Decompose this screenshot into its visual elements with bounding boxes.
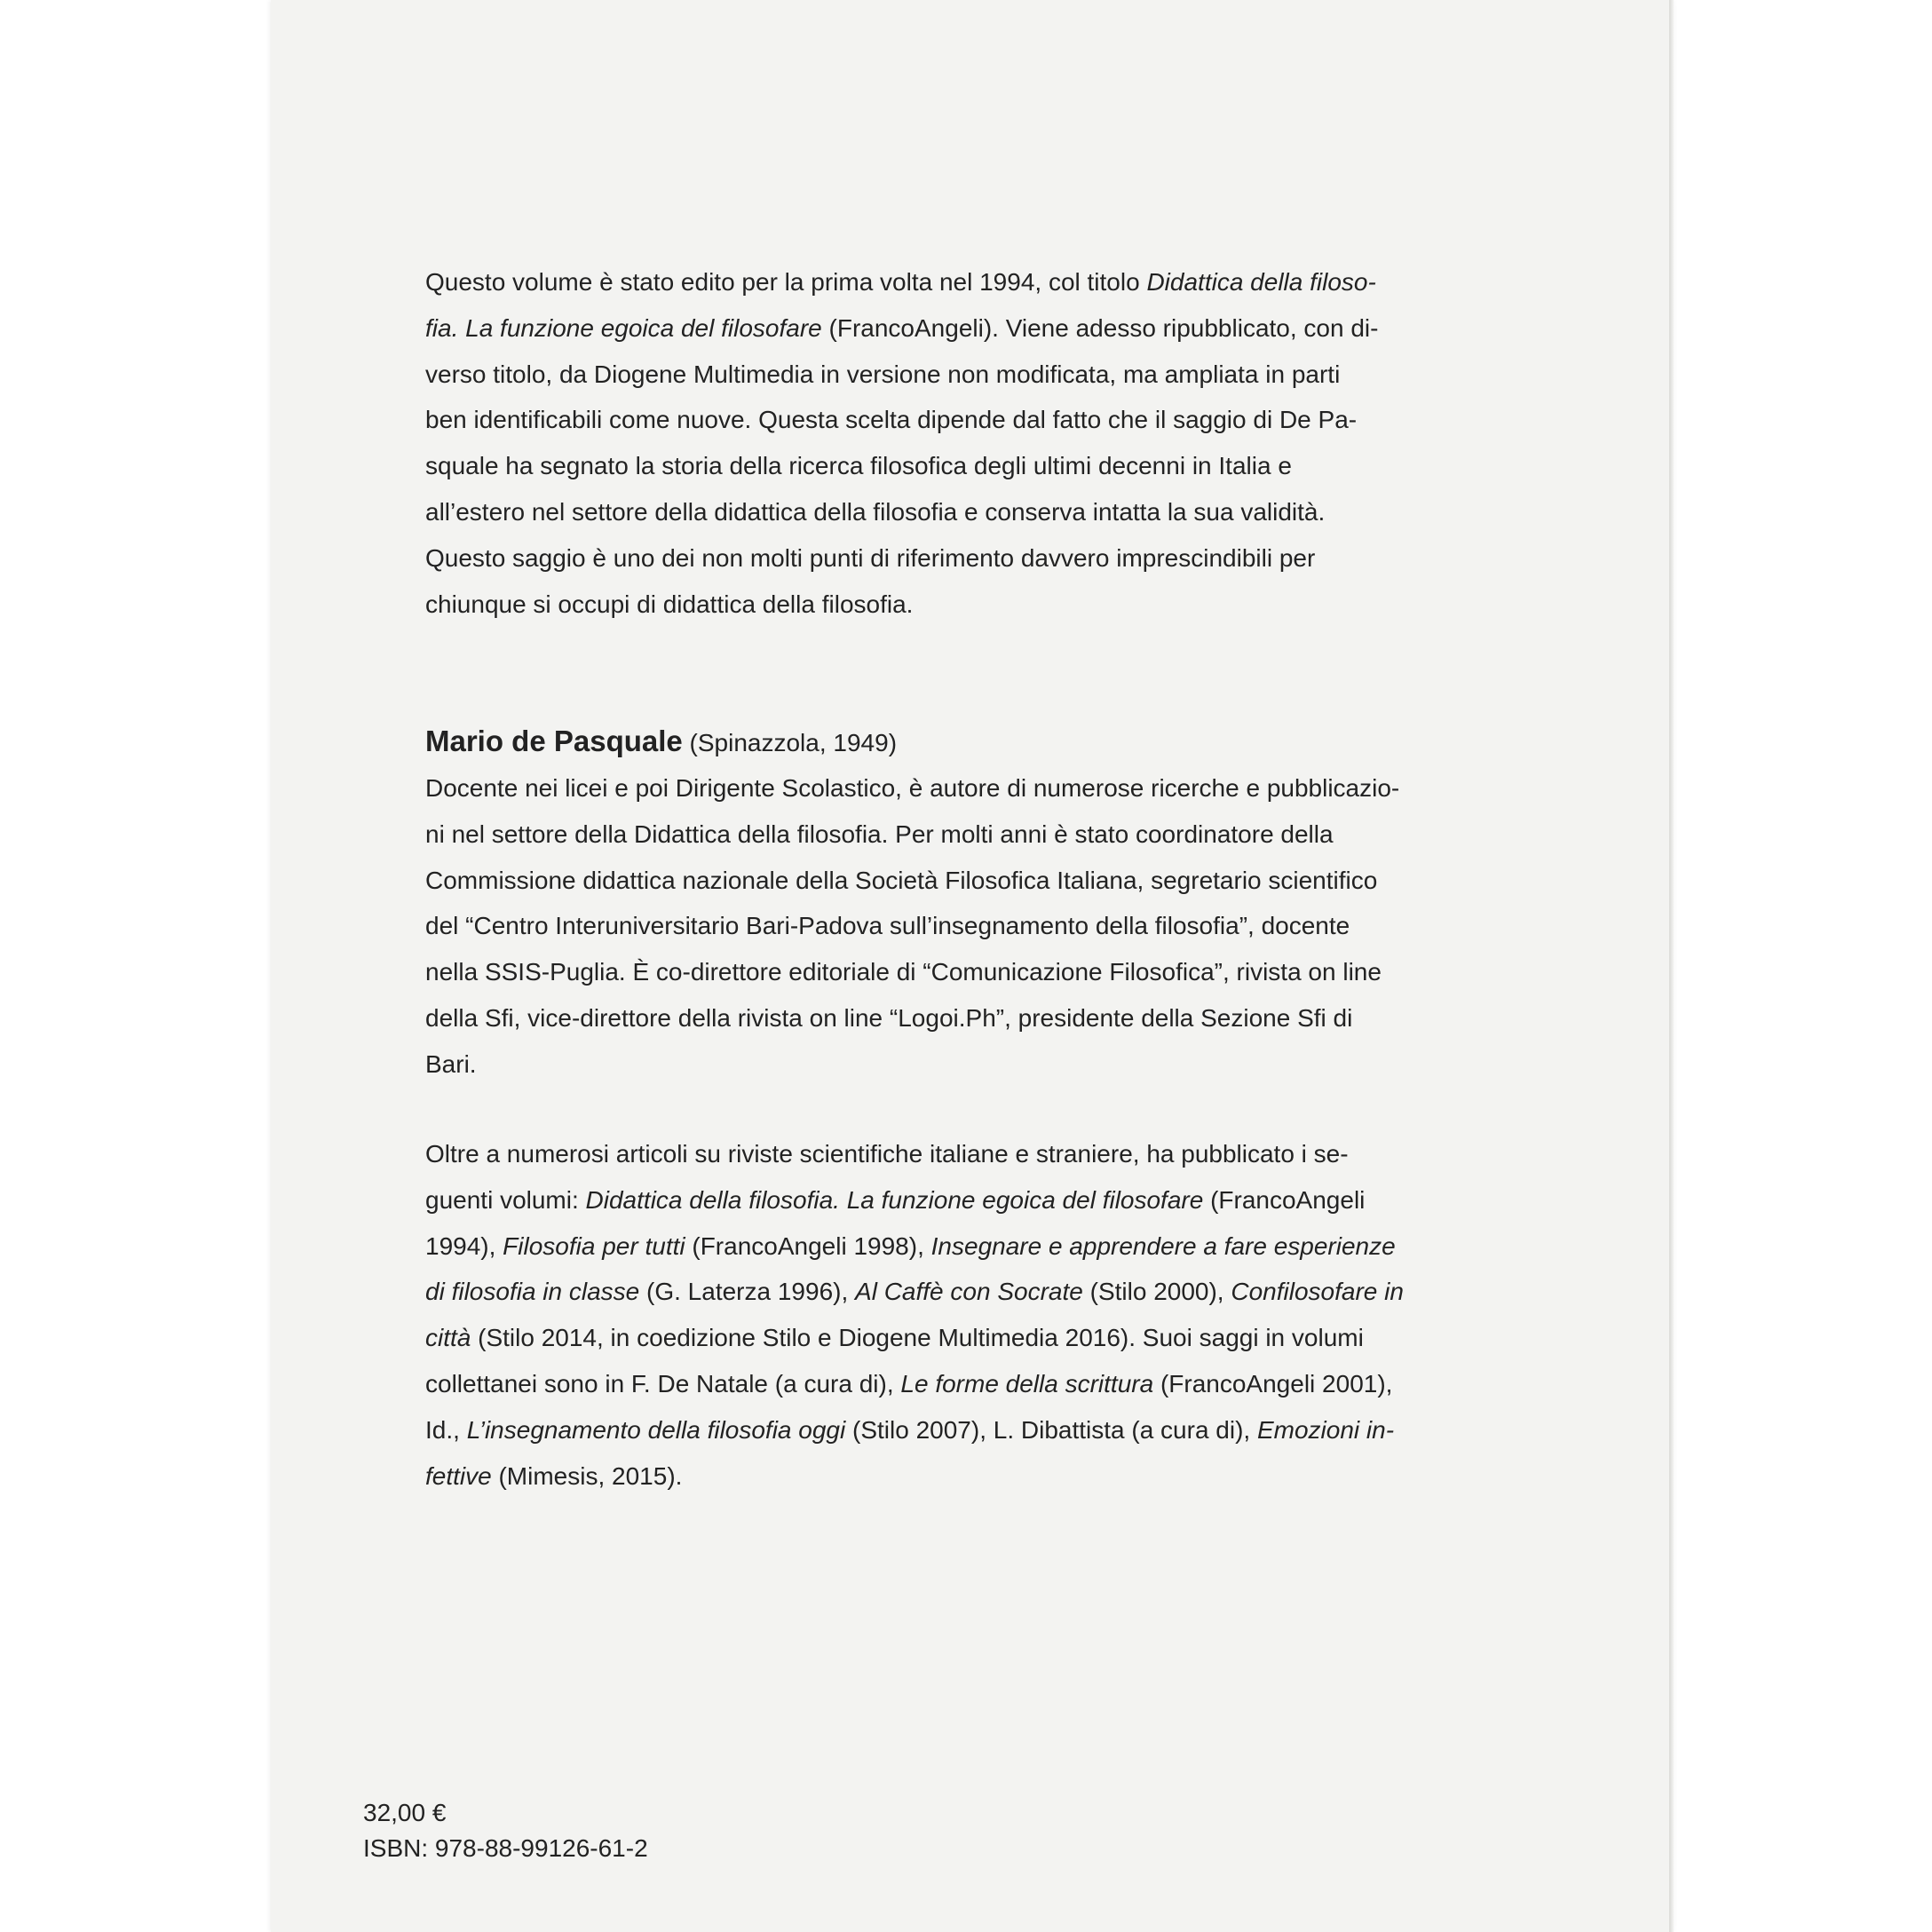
work-title: Confilosofare in città bbox=[425, 1278, 1404, 1352]
work-title: L’insegnamento della filosofia oggi bbox=[466, 1415, 846, 1444]
work-title: Le forme della scrittura bbox=[900, 1369, 1154, 1398]
works-paragraph bbox=[425, 1131, 1517, 1499]
works-text: (FrancoAngeli 1994), bbox=[425, 1185, 1366, 1260]
blurb-text: verso titolo, da Diogene Multimedia in versione non modificata, ma ampliata in parti bbox=[425, 360, 1341, 388]
work-title: Emozioni in- fettive bbox=[425, 1415, 1395, 1490]
author-bio: Docente nei licei e poi Dirigente Scolastico, è autore di numerose ricerche e pubblicazio- ni nel settore della Didattica della filosofia. Per molti anni è stato coordinatore della Commissione didattica nazionale della Società Filosofica Italiana, segretario scientifico del “Centro Interuniversitario Bari-Padova sull’insegnamento della filosofia”, docente nella SSIS-Puglia. È co-direttore editoriale di “Comunicazione Filosofica”, rivista on line della Sfi, vice-direttore della rivista on line “Logoi.Ph”, presidente della Sezione Sfi di Bari. bbox=[425, 774, 1400, 1078]
work-title: Al Caffè con Socrate bbox=[855, 1278, 1083, 1306]
price: 32,00 € bbox=[363, 1799, 447, 1826]
author-dates: (Spinazzola, 1949) bbox=[689, 729, 898, 756]
works-text: (Stilo 2000), bbox=[1082, 1278, 1231, 1306]
works-text: (Mimesis, 2015). bbox=[491, 1461, 683, 1490]
author-name: Mario de Pasquale bbox=[425, 724, 683, 757]
blurb-text: (FrancoAngeli). Viene adesso ripubblicato, con di- bbox=[821, 313, 1379, 342]
price-isbn-block bbox=[363, 1795, 648, 1866]
works-text: (FrancoAngeli 2001), Id., bbox=[425, 1369, 1393, 1444]
author-section bbox=[425, 717, 1517, 1088]
blurb-text: squale ha segnato la storia della ricerca filosofica degli ultimi decenni in Italia e bbox=[425, 452, 1292, 480]
blurb-text: chiunque si occupi di didattica della filosofia. bbox=[425, 590, 914, 618]
works-text: (Stilo 2014, in coedizione Stilo e Diogene Multimedia 2016). Suoi saggi in volumi collettanei sono in F. De Natale (a cura di), bbox=[425, 1324, 1364, 1398]
works-text: (G. Laterza 1996), bbox=[639, 1278, 856, 1306]
cover-edge bbox=[1669, 0, 1674, 1932]
blurb-text: ben identificabili come nuove. Questa scelta dipende dal fatto che il saggio di De Pa- bbox=[425, 406, 1358, 434]
blurb-text: Questo saggio è uno dei non molti punti di riferimento davvero imprescindibili per bbox=[425, 543, 1316, 572]
work-title: Insegnare e apprendere a fare esperienze di filosofia in classe bbox=[425, 1231, 1396, 1306]
blurb-title-italic: Didattica della filoso- bbox=[1146, 268, 1376, 296]
work-title: Didattica della filosofia. La funzione egoica del filosofare bbox=[585, 1185, 1204, 1214]
blurb-text: all’estero nel settore della didattica della filosofia e conserva intatta la sua validità. bbox=[425, 497, 1326, 526]
author-heading bbox=[425, 717, 1517, 767]
author-works bbox=[425, 1131, 1517, 1499]
blurb-paragraph bbox=[425, 259, 1517, 627]
isbn: ISBN: 978-88-99126-61-2 bbox=[363, 1834, 648, 1862]
blurb-subtitle-italic: fia. La funzione egoica del filosofare bbox=[425, 313, 822, 342]
works-text: (Stilo 2007), L. Dibattista (a cura di), bbox=[845, 1415, 1257, 1444]
works-text: Oltre a numerosi articoli su riviste scientifiche italiane e straniere, ha pubblicato i se- guenti volumi: bbox=[425, 1140, 1349, 1214]
work-title: Filosofia per tutti bbox=[503, 1231, 685, 1260]
blurb-text: Questo volume è stato edito per la prima volta nel 1994, col titolo bbox=[425, 268, 1147, 296]
publisher-blurb bbox=[425, 259, 1517, 627]
works-text: (FrancoAngeli 1998), bbox=[685, 1231, 931, 1260]
